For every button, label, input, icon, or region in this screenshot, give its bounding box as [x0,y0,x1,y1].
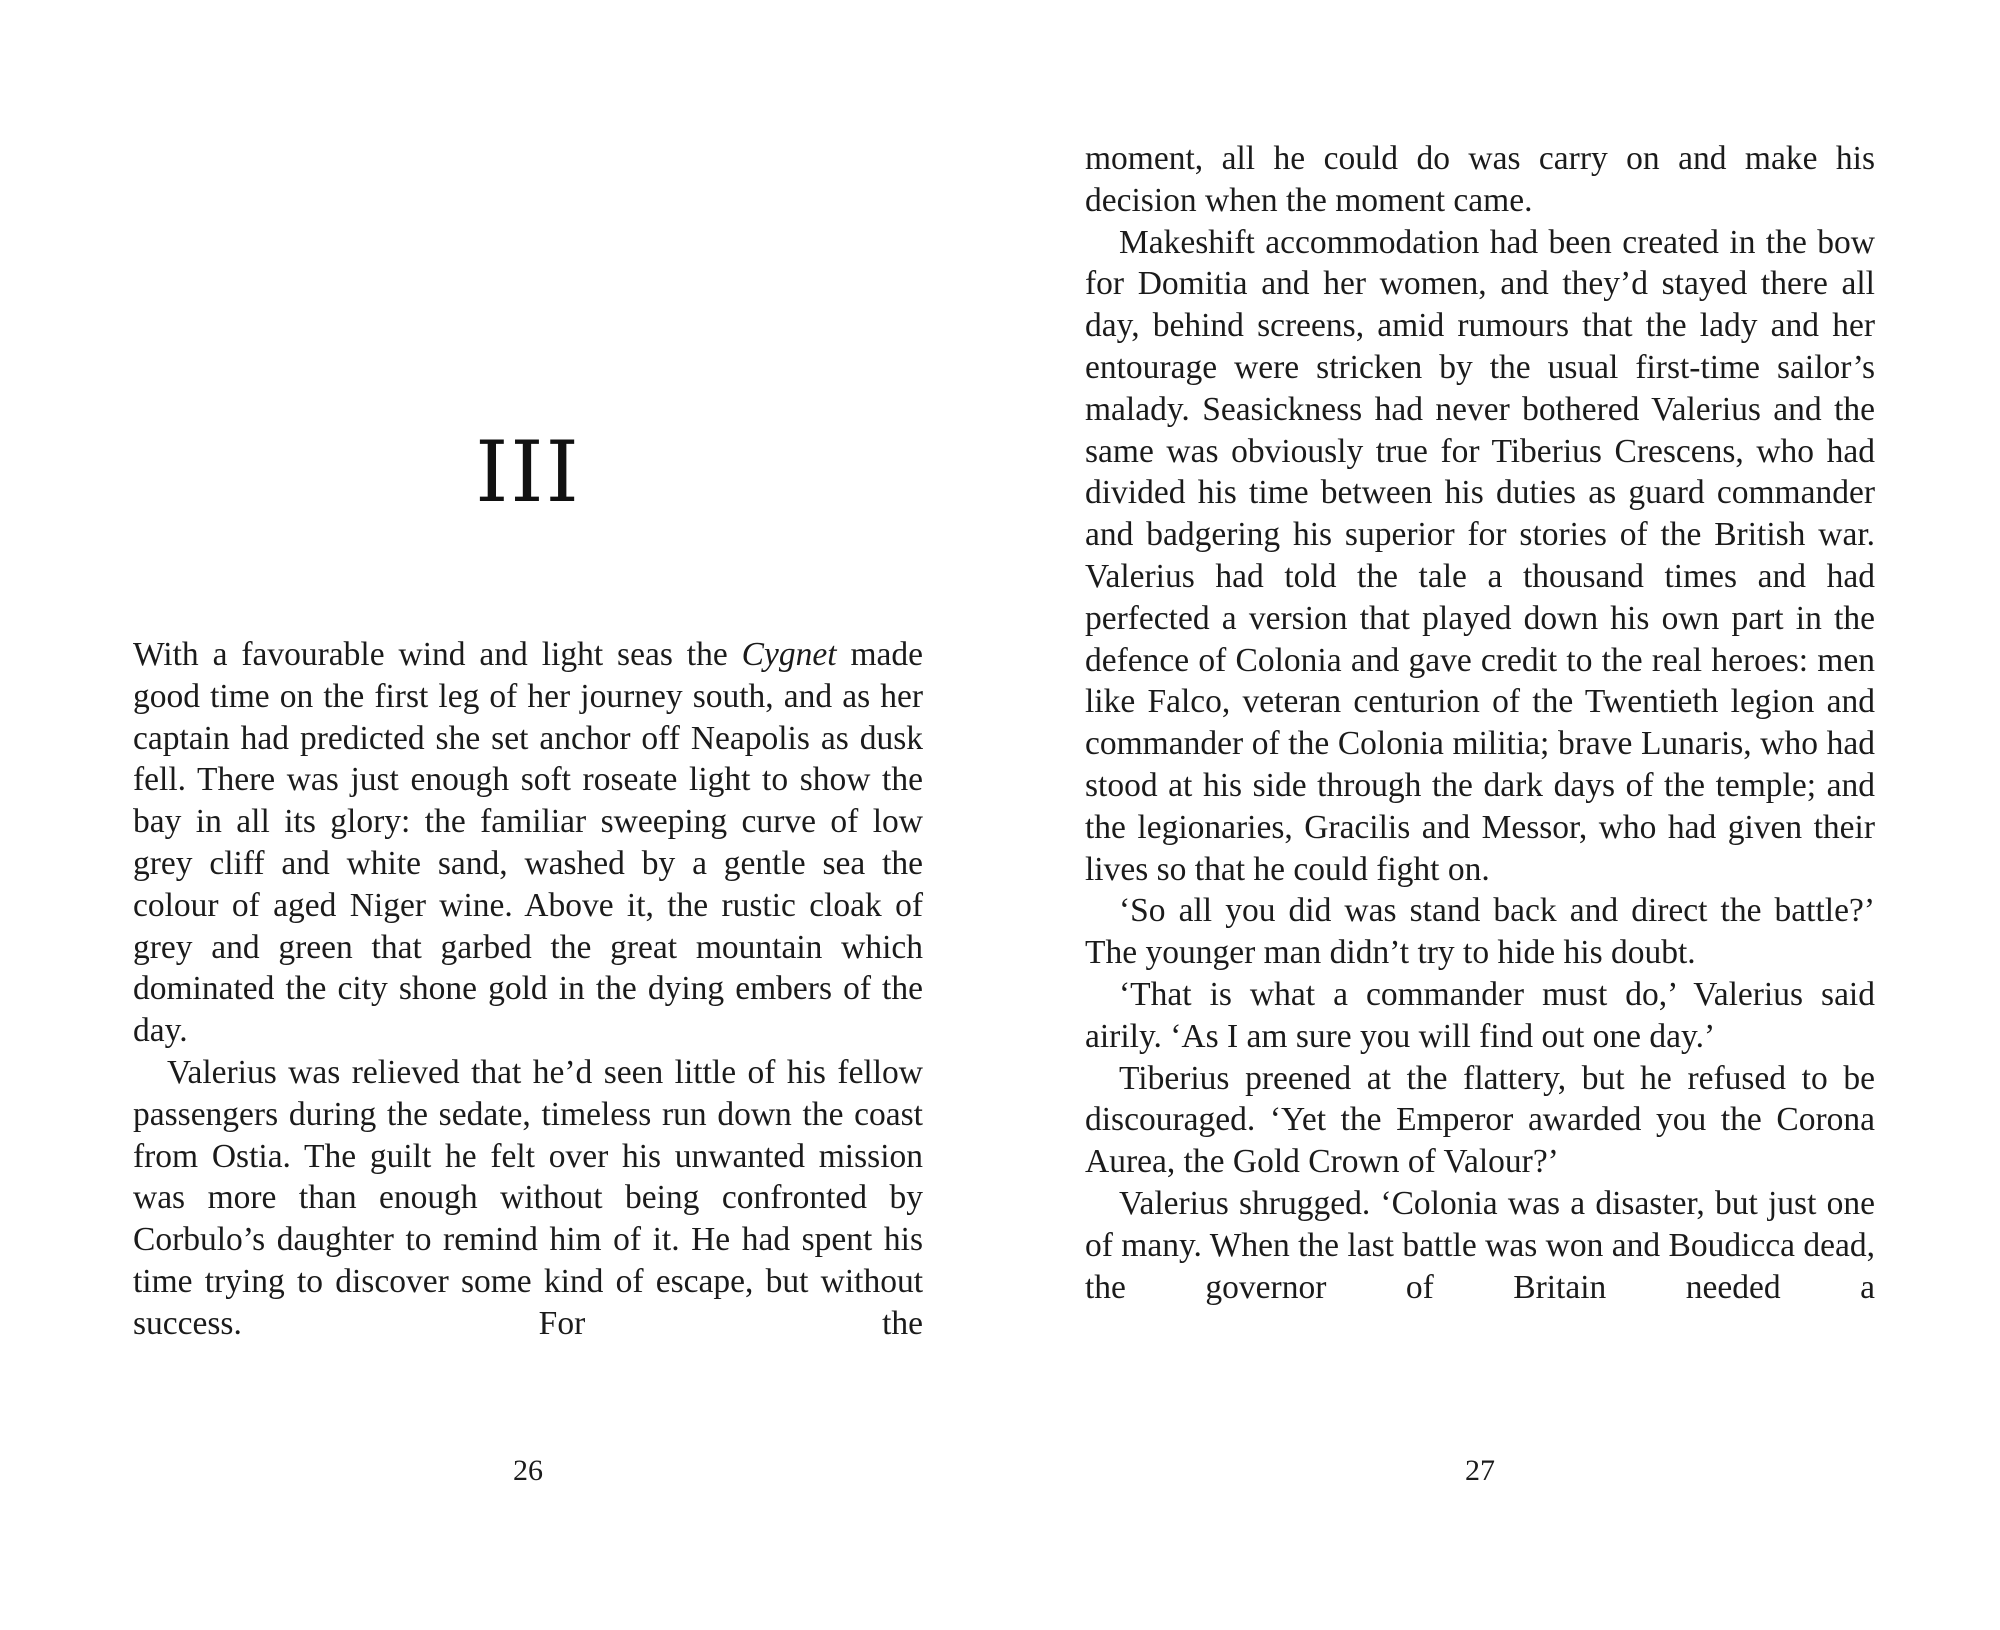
text-run: made good time on the first leg of her journey south, and as her captain had predicted she set anchor off Neapolis as dusk fell. There was just enough soft roseate light to show the bay in all its glory: the familiar sweeping curve of low grey cliff and white sand, washed by a gentle sea the colour of aged Niger wine. Above it, the rustic cloak of grey and green that garbed the great mountain which dominated the city shone gold in the dying embers of the day. [133,636,923,1050]
page-number-right: 27 [1465,1454,1495,1487]
right-page-body [1085,138,1875,1308]
left-paragraph-1 [133,634,923,1052]
ship-name-italic: Cygnet [741,636,837,673]
right-paragraph-6: Valerius shrugged. ‘Colonia was a disaster, but just one of many. When the last battle was won and Boudicca dead, the governor of Britain needed a [1085,1184,1875,1306]
right-page [1085,0,1875,1630]
left-page [133,0,923,1630]
text-run: With a favourable wind and light seas the [133,636,742,673]
chapter-number: III [475,423,581,521]
right-paragraph-3: ‘So all you did was stand back and direct the battle?’ The younger man didn’t try to hide his doubt. [1085,892,1875,972]
right-paragraph-1: moment, all he could do was carry on and make his decision when the moment came. [1085,140,1875,219]
left-page-body [133,634,923,1345]
right-paragraph-4: ‘That is what a commander must do,’ Valerius said airily. ‘As I am sure you will find out one day.’ [1085,975,1875,1055]
right-paragraph-5: Tiberius preened at the flattery, but he refused to be discouraged. ‘Yet the Emperor awarded you the Corona Aurea, the Gold Crown of Valour?’ [1085,1059,1875,1181]
page-number-left: 26 [513,1454,543,1487]
left-paragraph-2: Valerius was relieved that he’d seen little of his fellow passengers during the sedate, timeless run down the coast from Ostia. The guilt he felt over his unwanted mission was more than enough without being confronted by Corbulo’s daughter to remind him of it. He had spent his time trying to discover some kind of escape, but without success. For the [133,1053,923,1342]
right-paragraph-2: Makeshift accommodation had been created in the bow for Domitia and her women, and they’d stayed there all day, behind screens, amid rumours that the lady and her entourage were stricken by the usual first-time sailor’s malady. Seasickness had never bothered Valerius and the same was obviously true for Tiberius Crescens, who had divided his time between his duties as guard commander and badgering his superior for stories of the British war. Valerius had told the tale a thousand times and had perfected a version that played down his own part in the defence of Colonia and gave credit to the real heroes: men like Falco, veteran centurion of the Twentieth legion and commander of the Colonia militia; brave Lunaris, who had stood at his side through the dark days of the temple; and the legionaries, Gracilis and Messor, who had given their lives so that he could fight on. [1085,223,1875,888]
